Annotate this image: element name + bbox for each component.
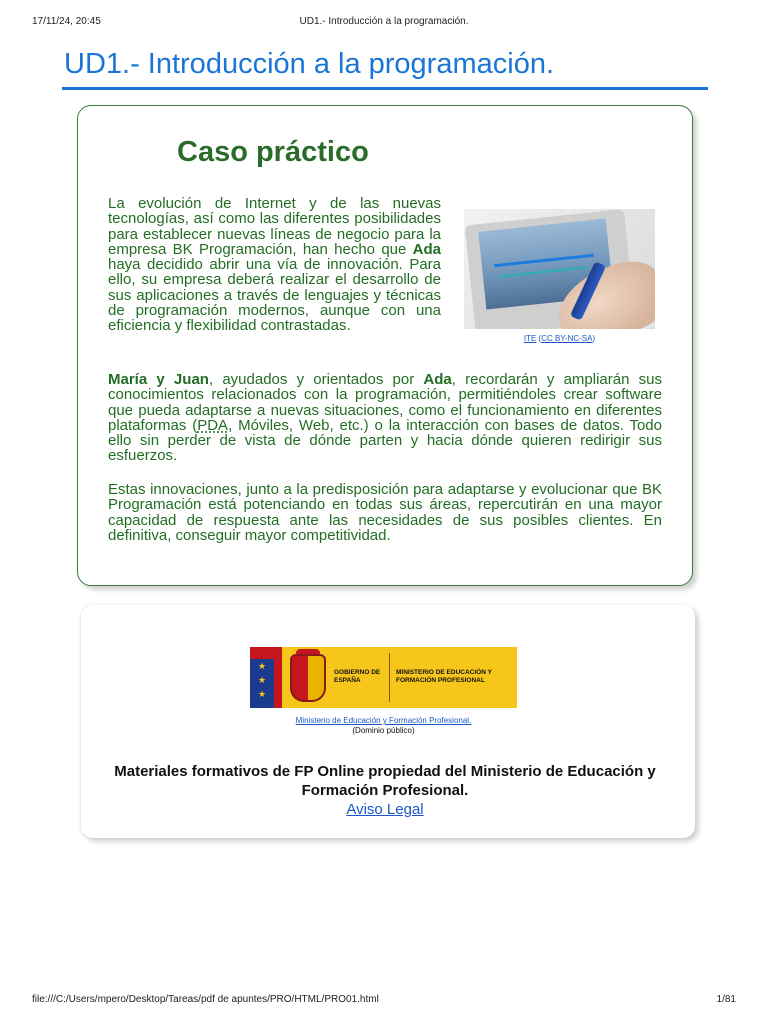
person-at-computer-photo	[464, 209, 655, 329]
star-icon: ★	[257, 661, 267, 671]
eu-flag-strip	[250, 647, 274, 708]
star-icon: ★	[257, 689, 267, 699]
intro-text-1: La evolución de Internet y de las nuevas tecnologías, así como las diferentes posibilidades para establecer nuevas líneas de negocio para la empresa BK Programación, han hecho que	[108, 195, 441, 258]
logo-ministerio-text: MINISTERIO DE EDUCACIÓN Y FORMACIÓN PROFESIONAL	[396, 669, 492, 684]
para2-text-2: , recordarán y ampliarán sus conocimientos relacionados con la programación, permitiéndoles crear software que pueda adaptarse a nuevas situaciones, como el funcionamiento en diferentes plataformas (	[108, 371, 662, 434]
character-names: María y Juan	[108, 371, 209, 388]
print-page-title: UD1.- Introducción a la programación.	[299, 16, 469, 27]
print-footer	[32, 994, 736, 1008]
case-study-paragraph-3: Estas innovaciones, junto a la predisposición para adaptarse y evolucionar que BK Programación está potenciando en todas sus áreas, repercutirán en una mayor capacidad de respuesta ante las necesidades de sus posibles clientes. En definitiva, conseguir mayor competitividad.	[108, 481, 662, 544]
print-header	[32, 16, 736, 30]
ite-link[interactable]: ITE	[523, 334, 537, 343]
case-study-intro	[108, 196, 441, 334]
credit-open-paren: (	[536, 334, 542, 343]
image-credit	[464, 334, 655, 343]
case-study-title: Caso práctico	[177, 136, 369, 168]
para2-text-1: , ayudados y orientados por	[208, 371, 424, 388]
page-title: UD1.- Introducción a la programación.	[64, 48, 555, 80]
pda-abbreviation[interactable]: PDA	[197, 416, 229, 434]
materials-ownership-text: Materiales formativos de FP Online propiedad del Ministerio de Educación y Formación Profesional.	[114, 763, 656, 799]
case-study-paragraph-2	[108, 372, 662, 464]
logo-credit	[250, 716, 517, 736]
page-number: 1/81	[716, 994, 736, 1005]
title-underline	[62, 87, 708, 90]
logo-gobierno-text: GOBIERNO DE ESPAÑA	[334, 669, 381, 684]
aviso-legal-link[interactable]: Aviso Legal	[346, 801, 424, 818]
license-link[interactable]: CC BY-NC-SA	[541, 334, 593, 343]
public-domain-note: (Dominio público)	[352, 726, 415, 735]
intro-text-2: haya decidido abrir una vía de innovación. Para ello, su empresa deberá realizar el desarrollo de sus aplicaciones a través de lenguajes y técnicas de programación modernos, aunque con una eficiencia y flexibilidad contrastadas.	[108, 256, 441, 335]
ministerio-link[interactable]: Ministerio de Educación y Formación Profesional.	[295, 716, 472, 725]
character-name-ada: Ada	[412, 240, 441, 258]
file-path: file:///C:/Users/mpero/Desktop/Tareas/pdf de apuntes/PRO/HTML/PRO01.html	[32, 994, 379, 1005]
para2-text-3: , Móviles, Web, etc.) o la interacción con bases de datos. Todo ello sin perder de vista de dónde parten y hacia dónde quieren redirigir sus esfuerzos.	[108, 416, 662, 465]
star-icon: ★	[257, 675, 267, 685]
character-name-ada: Ada	[423, 371, 452, 388]
gobierno-espana-ministerio-logo	[250, 647, 517, 708]
logo-divider	[389, 653, 390, 702]
spain-flag-strip	[274, 647, 282, 708]
credit-close-paren: )	[592, 334, 596, 343]
coat-of-arms-icon	[290, 654, 326, 702]
print-date: 17/11/24, 20:45	[32, 16, 101, 27]
